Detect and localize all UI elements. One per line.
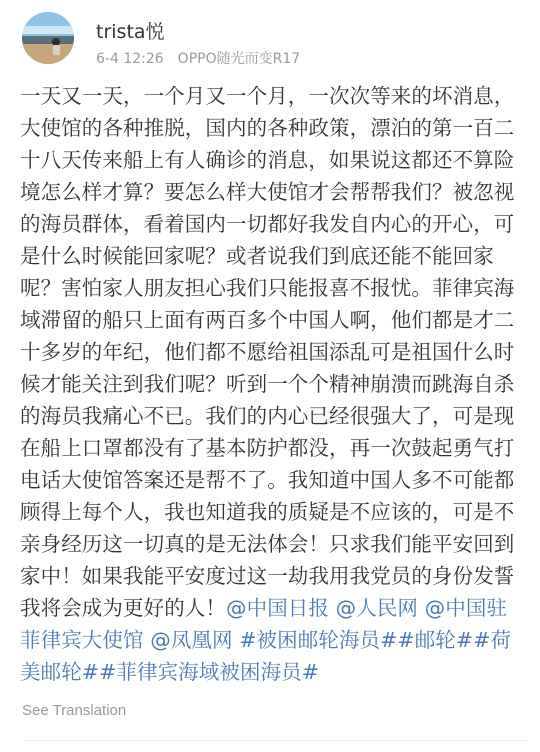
post-body xyxy=(20,80,526,688)
avatar[interactable] xyxy=(22,12,74,64)
avatar-photo-icon xyxy=(22,12,74,64)
see-translation-link[interactable]: See Translation xyxy=(22,702,127,719)
mention-link[interactable]: @中国日报 xyxy=(226,596,329,620)
mention-link[interactable]: @中国驻菲律宾大使馆 xyxy=(20,596,508,652)
mention-link[interactable]: @人民网 xyxy=(335,596,419,620)
post-header xyxy=(22,12,522,72)
post-device: OPPO随光而变R17 xyxy=(177,51,301,67)
post-timestamp: 6-4 12:26 xyxy=(96,51,164,67)
mention-link[interactable]: @凤凰网 xyxy=(150,628,233,652)
post-text: 一天又一天，一个月又一个月，一次次等来的坏消息，大使馆的各种推脱，国内的各种政策，漂泊的第一百二十八天传来船上有人确诊的消息，如果说这都还不算险境怎么样才算？要怎么样大使馆才会帮帮我们？被忽视的海员群体，看着国内一切都好我发自内心的开心，可是什么时候能回家呢？或者说我们到底还能不能回家呢？害怕家人朋友担心我们只能报喜不报忧。菲律宾海域滞留的船只上面有两百多个中国人啊，他们都是才二十多岁的年纪，他们都不愿给祖国添乱可是祖国什么时候才能关注到我们呢？听到一个个精神崩溃而跳海自杀的海员我痛心不已。我们的内心已经很强大了，可是现在船上口罩都没有了基本防护都没，再一次鼓起勇气打电话大使馆答案还是帮不了。我知道中国人多不可能都顾得上每个人，我也知道我的质疑是不应该的，可是不亲身经历这一切真的是无法体会！只求我们能平安回到家中！如果我能平安度过这一劫我用我党员的身份发誓我将会成为更好的人！ xyxy=(20,84,515,620)
post-meta xyxy=(96,48,300,68)
divider xyxy=(22,740,526,741)
hashtag-link[interactable]: #邮轮# xyxy=(397,628,474,652)
author-name[interactable]: trista悦 xyxy=(96,21,165,43)
hashtag-link[interactable]: #荷美邮轮# xyxy=(20,628,512,684)
hashtag-link[interactable]: #被困邮轮海员# xyxy=(239,628,398,652)
hashtag-link[interactable]: #菲律宾海域被困海员# xyxy=(99,660,320,684)
